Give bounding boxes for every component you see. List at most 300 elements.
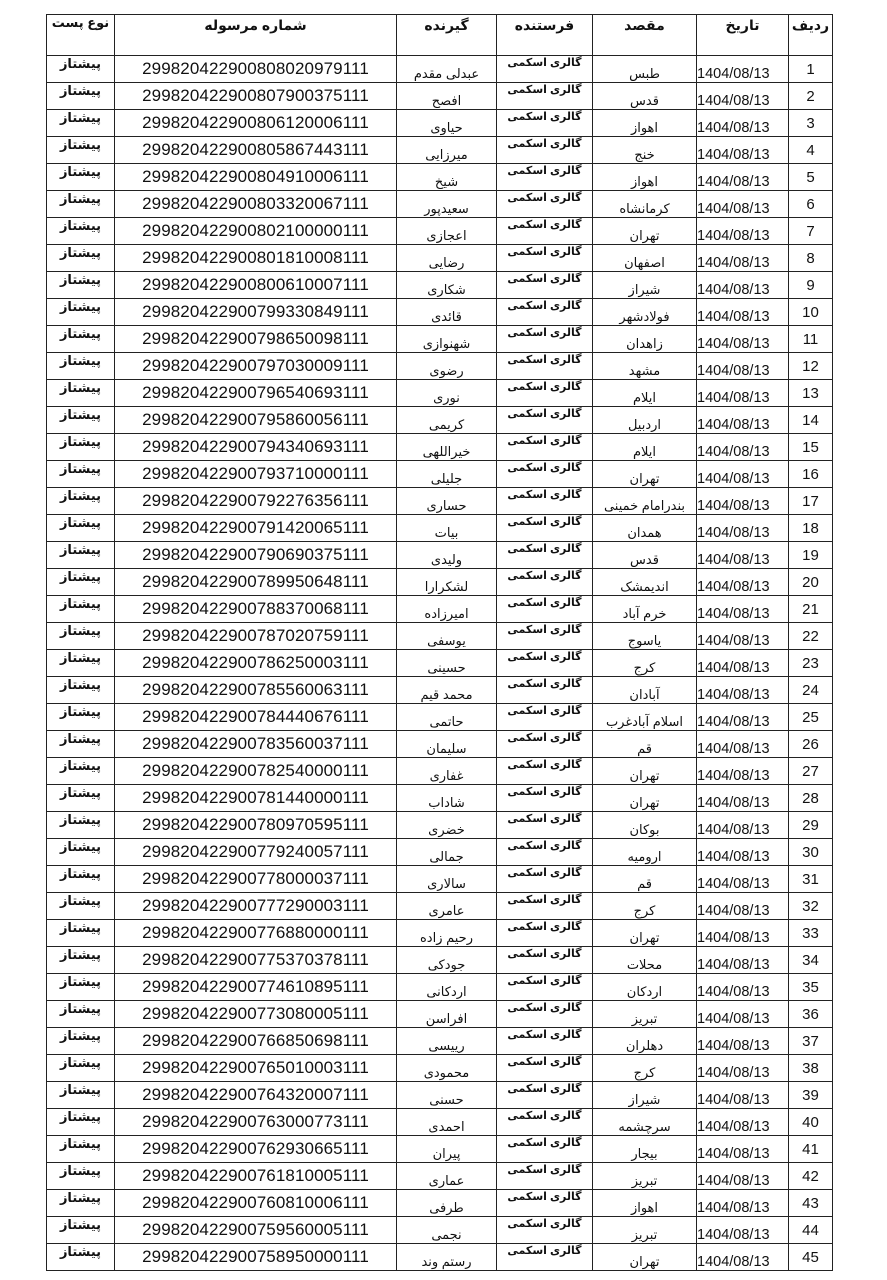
- row-number-cell: 30: [789, 839, 833, 866]
- table-row: [47, 1163, 833, 1190]
- row-number-cell: 27: [789, 758, 833, 785]
- post-type-cell: پیشتاز: [47, 623, 115, 650]
- table-row: [47, 353, 833, 380]
- destination-cell: شیراز: [593, 1082, 697, 1109]
- row-number-cell: 38: [789, 1055, 833, 1082]
- tracking-number-cell: 299820422900808020979111: [115, 56, 397, 83]
- header-date: تاریخ: [697, 15, 789, 56]
- destination-cell: تهران: [593, 218, 697, 245]
- table-row: [47, 1028, 833, 1055]
- recipient-cell: ولیدی: [397, 542, 497, 569]
- sender-cell: گالری اسکمی: [497, 488, 593, 515]
- sender-cell: گالری اسکمی: [497, 650, 593, 677]
- date-cell: 1404/08/13: [697, 326, 789, 353]
- post-type-cell: پیشتاز: [47, 407, 115, 434]
- tracking-number-cell: 299820422900798650098111: [115, 326, 397, 353]
- date-cell: 1404/08/13: [697, 407, 789, 434]
- date-cell: 1404/08/13: [697, 56, 789, 83]
- tracking-number-cell: 299820422900760810006111: [115, 1190, 397, 1217]
- date-cell: 1404/08/13: [697, 839, 789, 866]
- date-cell: 1404/08/13: [697, 704, 789, 731]
- tracking-number-cell: 299820422900784440676111: [115, 704, 397, 731]
- date-cell: 1404/08/13: [697, 569, 789, 596]
- sender-cell: گالری اسکمی: [497, 245, 593, 272]
- post-type-cell: پیشتاز: [47, 866, 115, 893]
- recipient-cell: میرزایی: [397, 137, 497, 164]
- post-type-cell: پیشتاز: [47, 380, 115, 407]
- recipient-cell: محمد قیم: [397, 677, 497, 704]
- table-row: [47, 137, 833, 164]
- tracking-number-cell: 299820422900807900375111: [115, 83, 397, 110]
- table-row: [47, 704, 833, 731]
- post-type-cell: پیشتاز: [47, 1136, 115, 1163]
- sender-cell: گالری اسکمی: [497, 515, 593, 542]
- header-row: [47, 15, 833, 56]
- date-cell: 1404/08/13: [697, 1244, 789, 1271]
- row-number-cell: 6: [789, 191, 833, 218]
- tracking-number-cell: 299820422900803320067111: [115, 191, 397, 218]
- destination-cell: فولادشهر: [593, 299, 697, 326]
- table-row: [47, 947, 833, 974]
- table-row: [47, 1001, 833, 1028]
- destination-cell: کرج: [593, 893, 697, 920]
- tracking-number-cell: 299820422900797030009111: [115, 353, 397, 380]
- header-sender: فرستنده: [497, 15, 593, 56]
- table-row: [47, 974, 833, 1001]
- date-cell: 1404/08/13: [697, 731, 789, 758]
- tracking-number-cell: 299820422900796540693111: [115, 380, 397, 407]
- recipient-cell: حسینی: [397, 650, 497, 677]
- date-cell: 1404/08/13: [697, 893, 789, 920]
- table-row: [47, 1082, 833, 1109]
- destination-cell: تبریز: [593, 1217, 697, 1244]
- date-cell: 1404/08/13: [697, 1109, 789, 1136]
- destination-cell: قم: [593, 866, 697, 893]
- table-row: [47, 1244, 833, 1271]
- sender-cell: گالری اسکمی: [497, 353, 593, 380]
- row-number-cell: 37: [789, 1028, 833, 1055]
- destination-cell: ارومیه: [593, 839, 697, 866]
- recipient-cell: عامری: [397, 893, 497, 920]
- date-cell: 1404/08/13: [697, 1055, 789, 1082]
- row-number-cell: 4: [789, 137, 833, 164]
- destination-cell: کرج: [593, 1055, 697, 1082]
- tracking-number-cell: 299820422900780970595111: [115, 812, 397, 839]
- tracking-number-cell: 299820422900800610007111: [115, 272, 397, 299]
- recipient-cell: جودکی: [397, 947, 497, 974]
- recipient-cell: رستم وند: [397, 1244, 497, 1271]
- date-cell: 1404/08/13: [697, 461, 789, 488]
- date-cell: 1404/08/13: [697, 434, 789, 461]
- sender-cell: گالری اسکمی: [497, 56, 593, 83]
- tracking-number-cell: 299820422900802100000111: [115, 218, 397, 245]
- tracking-number-cell: 299820422900805867443111: [115, 137, 397, 164]
- destination-cell: اهواز: [593, 110, 697, 137]
- row-number-cell: 21: [789, 596, 833, 623]
- destination-cell: مشهد: [593, 353, 697, 380]
- recipient-cell: رییسی: [397, 1028, 497, 1055]
- table-row: [47, 56, 833, 83]
- row-number-cell: 44: [789, 1217, 833, 1244]
- tracking-number-cell: 299820422900765010003111: [115, 1055, 397, 1082]
- post-type-cell: پیشتاز: [47, 758, 115, 785]
- sender-cell: گالری اسکمی: [497, 569, 593, 596]
- recipient-cell: شیخ: [397, 164, 497, 191]
- date-cell: 1404/08/13: [697, 83, 789, 110]
- post-type-cell: پیشتاز: [47, 920, 115, 947]
- date-cell: 1404/08/13: [697, 353, 789, 380]
- table-row: [47, 380, 833, 407]
- tracking-number-cell: 299820422900787020759111: [115, 623, 397, 650]
- sender-cell: گالری اسکمی: [497, 461, 593, 488]
- date-cell: 1404/08/13: [697, 812, 789, 839]
- sender-cell: گالری اسکمی: [497, 758, 593, 785]
- recipient-cell: محمودی: [397, 1055, 497, 1082]
- table-row: [47, 677, 833, 704]
- row-number-cell: 8: [789, 245, 833, 272]
- date-cell: 1404/08/13: [697, 299, 789, 326]
- table-row: [47, 920, 833, 947]
- destination-cell: تبریز: [593, 1001, 697, 1028]
- date-cell: 1404/08/13: [697, 164, 789, 191]
- post-type-cell: پیشتاز: [47, 1055, 115, 1082]
- destination-cell: ایلام: [593, 434, 697, 461]
- table-row: [47, 542, 833, 569]
- destination-cell: بیجار: [593, 1136, 697, 1163]
- sender-cell: گالری اسکمی: [497, 974, 593, 1001]
- post-type-cell: پیشتاز: [47, 893, 115, 920]
- destination-cell: خنج: [593, 137, 697, 164]
- tracking-number-cell: 299820422900758950000111: [115, 1244, 397, 1271]
- post-type-cell: پیشتاز: [47, 1244, 115, 1271]
- tracking-number-cell: 299820422900774610895111: [115, 974, 397, 1001]
- date-cell: 1404/08/13: [697, 272, 789, 299]
- recipient-cell: طرفی: [397, 1190, 497, 1217]
- row-number-cell: 3: [789, 110, 833, 137]
- destination-cell: طبس: [593, 56, 697, 83]
- destination-cell: اسلام آبادغرب: [593, 704, 697, 731]
- table-row: [47, 434, 833, 461]
- header-tracking-number: شماره مرسوله: [115, 15, 397, 56]
- sender-cell: گالری اسکمی: [497, 731, 593, 758]
- table-row: [47, 218, 833, 245]
- sender-cell: گالری اسکمی: [497, 947, 593, 974]
- shipment-table: [46, 14, 833, 1271]
- tracking-number-cell: 299820422900773080005111: [115, 1001, 397, 1028]
- date-cell: 1404/08/13: [697, 515, 789, 542]
- date-cell: 1404/08/13: [697, 1136, 789, 1163]
- sender-cell: گالری اسکمی: [497, 191, 593, 218]
- sender-cell: گالری اسکمی: [497, 812, 593, 839]
- post-type-cell: پیشتاز: [47, 1163, 115, 1190]
- row-number-cell: 22: [789, 623, 833, 650]
- recipient-cell: رحیم زاده: [397, 920, 497, 947]
- recipient-cell: سلیمان: [397, 731, 497, 758]
- tracking-number-cell: 299820422900789950648111: [115, 569, 397, 596]
- sender-cell: گالری اسکمی: [497, 1055, 593, 1082]
- row-number-cell: 16: [789, 461, 833, 488]
- post-type-cell: پیشتاز: [47, 947, 115, 974]
- date-cell: 1404/08/13: [697, 974, 789, 1001]
- post-type-cell: پیشتاز: [47, 191, 115, 218]
- tracking-number-cell: 299820422900794340693111: [115, 434, 397, 461]
- sender-cell: گالری اسکمی: [497, 1001, 593, 1028]
- recipient-cell: پیران: [397, 1136, 497, 1163]
- recipient-cell: شهنوازی: [397, 326, 497, 353]
- post-type-cell: پیشتاز: [47, 1190, 115, 1217]
- tracking-number-cell: 299820422900790690375111: [115, 542, 397, 569]
- date-cell: 1404/08/13: [697, 920, 789, 947]
- recipient-cell: اردکانی: [397, 974, 497, 1001]
- sender-cell: گالری اسکمی: [497, 164, 593, 191]
- post-type-cell: پیشتاز: [47, 488, 115, 515]
- tracking-number-cell: 299820422900804910006111: [115, 164, 397, 191]
- destination-cell: اردکان: [593, 974, 697, 1001]
- table-row: [47, 1109, 833, 1136]
- tracking-number-cell: 299820422900766850698111: [115, 1028, 397, 1055]
- post-type-cell: پیشتاز: [47, 596, 115, 623]
- date-cell: 1404/08/13: [697, 785, 789, 812]
- post-type-cell: پیشتاز: [47, 974, 115, 1001]
- tracking-number-cell: 299820422900799330849111: [115, 299, 397, 326]
- sender-cell: گالری اسکمی: [497, 1217, 593, 1244]
- destination-cell: قدس: [593, 542, 697, 569]
- header-post-type: نوع پست: [47, 15, 115, 56]
- sender-cell: گالری اسکمی: [497, 677, 593, 704]
- recipient-cell: احمدی: [397, 1109, 497, 1136]
- sender-cell: گالری اسکمی: [497, 785, 593, 812]
- tracking-number-cell: 299820422900788370068111: [115, 596, 397, 623]
- row-number-cell: 23: [789, 650, 833, 677]
- table-row: [47, 515, 833, 542]
- post-type-cell: پیشتاز: [47, 1028, 115, 1055]
- sender-cell: گالری اسکمی: [497, 218, 593, 245]
- row-number-cell: 39: [789, 1082, 833, 1109]
- sender-cell: گالری اسکمی: [497, 137, 593, 164]
- tracking-number-cell: 299820422900759560005111: [115, 1217, 397, 1244]
- post-type-cell: پیشتاز: [47, 1217, 115, 1244]
- destination-cell: اندیمشک: [593, 569, 697, 596]
- row-number-cell: 40: [789, 1109, 833, 1136]
- destination-cell: تهران: [593, 1244, 697, 1271]
- destination-cell: محلات: [593, 947, 697, 974]
- post-type-cell: پیشتاز: [47, 245, 115, 272]
- recipient-cell: جمالی: [397, 839, 497, 866]
- sender-cell: گالری اسکمی: [497, 596, 593, 623]
- destination-cell: ایلام: [593, 380, 697, 407]
- recipient-cell: امیرزاده: [397, 596, 497, 623]
- date-cell: 1404/08/13: [697, 947, 789, 974]
- date-cell: 1404/08/13: [697, 218, 789, 245]
- tracking-number-cell: 299820422900764320007111: [115, 1082, 397, 1109]
- table-header: [47, 15, 833, 56]
- header-destination: مقصد: [593, 15, 697, 56]
- recipient-cell: حیاوی: [397, 110, 497, 137]
- row-number-cell: 5: [789, 164, 833, 191]
- recipient-cell: حاتمی: [397, 704, 497, 731]
- sender-cell: گالری اسکمی: [497, 1244, 593, 1271]
- tracking-number-cell: 299820422900792276356111: [115, 488, 397, 515]
- sender-cell: گالری اسکمی: [497, 272, 593, 299]
- table-row: [47, 245, 833, 272]
- row-number-cell: 29: [789, 812, 833, 839]
- destination-cell: تهران: [593, 920, 697, 947]
- recipient-cell: نجمی: [397, 1217, 497, 1244]
- table-row: [47, 164, 833, 191]
- post-type-cell: پیشتاز: [47, 650, 115, 677]
- tracking-number-cell: 299820422900781440000111: [115, 785, 397, 812]
- post-type-cell: پیشتاز: [47, 1082, 115, 1109]
- table-row: [47, 893, 833, 920]
- date-cell: 1404/08/13: [697, 488, 789, 515]
- post-type-cell: پیشتاز: [47, 785, 115, 812]
- recipient-cell: حسنی: [397, 1082, 497, 1109]
- sender-cell: گالری اسکمی: [497, 434, 593, 461]
- destination-cell: بندرامام خمینی: [593, 488, 697, 515]
- post-type-cell: پیشتاز: [47, 515, 115, 542]
- post-type-cell: پیشتاز: [47, 272, 115, 299]
- sender-cell: گالری اسکمی: [497, 623, 593, 650]
- tracking-number-cell: 299820422900776880000111: [115, 920, 397, 947]
- recipient-cell: نوری: [397, 380, 497, 407]
- recipient-cell: خیراللهی: [397, 434, 497, 461]
- date-cell: 1404/08/13: [697, 596, 789, 623]
- post-type-cell: پیشتاز: [47, 164, 115, 191]
- row-number-cell: 31: [789, 866, 833, 893]
- destination-cell: تهران: [593, 758, 697, 785]
- sender-cell: گالری اسکمی: [497, 839, 593, 866]
- recipient-cell: غفاری: [397, 758, 497, 785]
- table-row: [47, 110, 833, 137]
- destination-cell: شیراز: [593, 272, 697, 299]
- sender-cell: گالری اسکمی: [497, 704, 593, 731]
- table-row: [47, 731, 833, 758]
- post-type-cell: پیشتاز: [47, 353, 115, 380]
- post-type-cell: پیشتاز: [47, 56, 115, 83]
- recipient-cell: حساری: [397, 488, 497, 515]
- row-number-cell: 2: [789, 83, 833, 110]
- tracking-number-cell: 299820422900795860056111: [115, 407, 397, 434]
- post-type-cell: پیشتاز: [47, 299, 115, 326]
- recipient-cell: شکاری: [397, 272, 497, 299]
- date-cell: 1404/08/13: [697, 137, 789, 164]
- row-number-cell: 41: [789, 1136, 833, 1163]
- post-type-cell: پیشتاز: [47, 1001, 115, 1028]
- table-row: [47, 461, 833, 488]
- tracking-number-cell: 299820422900783560037111: [115, 731, 397, 758]
- destination-cell: کرمانشاه: [593, 191, 697, 218]
- row-number-cell: 19: [789, 542, 833, 569]
- date-cell: 1404/08/13: [697, 1163, 789, 1190]
- destination-cell: دهلران: [593, 1028, 697, 1055]
- row-number-cell: 7: [789, 218, 833, 245]
- sender-cell: گالری اسکمی: [497, 1136, 593, 1163]
- destination-cell: زاهدان: [593, 326, 697, 353]
- date-cell: 1404/08/13: [697, 191, 789, 218]
- table-row: [47, 83, 833, 110]
- table-row: [47, 191, 833, 218]
- destination-cell: تهران: [593, 461, 697, 488]
- date-cell: 1404/08/13: [697, 866, 789, 893]
- table-row: [47, 569, 833, 596]
- post-type-cell: پیشتاز: [47, 1109, 115, 1136]
- destination-cell: اهواز: [593, 164, 697, 191]
- tracking-number-cell: 299820422900761810005111: [115, 1163, 397, 1190]
- post-type-cell: پیشتاز: [47, 137, 115, 164]
- row-number-cell: 12: [789, 353, 833, 380]
- table-row: [47, 272, 833, 299]
- header-row-number: ردیف: [789, 15, 833, 56]
- destination-cell: همدان: [593, 515, 697, 542]
- recipient-cell: عبدلی مقدم: [397, 56, 497, 83]
- table-row: [47, 299, 833, 326]
- destination-cell: اهواز: [593, 1190, 697, 1217]
- row-number-cell: 20: [789, 569, 833, 596]
- row-number-cell: 25: [789, 704, 833, 731]
- post-type-cell: پیشتاز: [47, 839, 115, 866]
- table-row: [47, 1217, 833, 1244]
- tracking-number-cell: 299820422900762930665111: [115, 1136, 397, 1163]
- sender-cell: گالری اسکمی: [497, 1190, 593, 1217]
- row-number-cell: 10: [789, 299, 833, 326]
- sender-cell: گالری اسکمی: [497, 866, 593, 893]
- table-row: [47, 407, 833, 434]
- table-row: [47, 1136, 833, 1163]
- table-row: [47, 650, 833, 677]
- date-cell: 1404/08/13: [697, 677, 789, 704]
- table-row: [47, 488, 833, 515]
- header-recipient: گیرنده: [397, 15, 497, 56]
- destination-cell: خرم آباد: [593, 596, 697, 623]
- row-number-cell: 24: [789, 677, 833, 704]
- recipient-cell: کریمی: [397, 407, 497, 434]
- sender-cell: گالری اسکمی: [497, 326, 593, 353]
- destination-cell: اصفهان: [593, 245, 697, 272]
- table-row: [47, 623, 833, 650]
- table-row: [47, 839, 833, 866]
- post-type-cell: پیشتاز: [47, 542, 115, 569]
- tracking-number-cell: 299820422900782540000111: [115, 758, 397, 785]
- sender-cell: گالری اسکمی: [497, 1028, 593, 1055]
- date-cell: 1404/08/13: [697, 1190, 789, 1217]
- post-type-cell: پیشتاز: [47, 434, 115, 461]
- date-cell: 1404/08/13: [697, 650, 789, 677]
- row-number-cell: 45: [789, 1244, 833, 1271]
- post-type-cell: پیشتاز: [47, 812, 115, 839]
- tracking-number-cell: 299820422900791420065111: [115, 515, 397, 542]
- sender-cell: گالری اسکمی: [497, 83, 593, 110]
- recipient-cell: لشکرارا: [397, 569, 497, 596]
- row-number-cell: 18: [789, 515, 833, 542]
- tracking-number-cell: 299820422900785560063111: [115, 677, 397, 704]
- recipient-cell: رضوی: [397, 353, 497, 380]
- destination-cell: تهران: [593, 785, 697, 812]
- table-row: [47, 1055, 833, 1082]
- date-cell: 1404/08/13: [697, 758, 789, 785]
- date-cell: 1404/08/13: [697, 542, 789, 569]
- destination-cell: قم: [593, 731, 697, 758]
- recipient-cell: سعیدپور: [397, 191, 497, 218]
- date-cell: 1404/08/13: [697, 245, 789, 272]
- tracking-number-cell: 299820422900777290003111: [115, 893, 397, 920]
- destination-cell: آبادان: [593, 677, 697, 704]
- date-cell: 1404/08/13: [697, 380, 789, 407]
- table-row: [47, 1190, 833, 1217]
- sender-cell: گالری اسکمی: [497, 380, 593, 407]
- recipient-cell: خضری: [397, 812, 497, 839]
- destination-cell: کرج: [593, 650, 697, 677]
- date-cell: 1404/08/13: [697, 110, 789, 137]
